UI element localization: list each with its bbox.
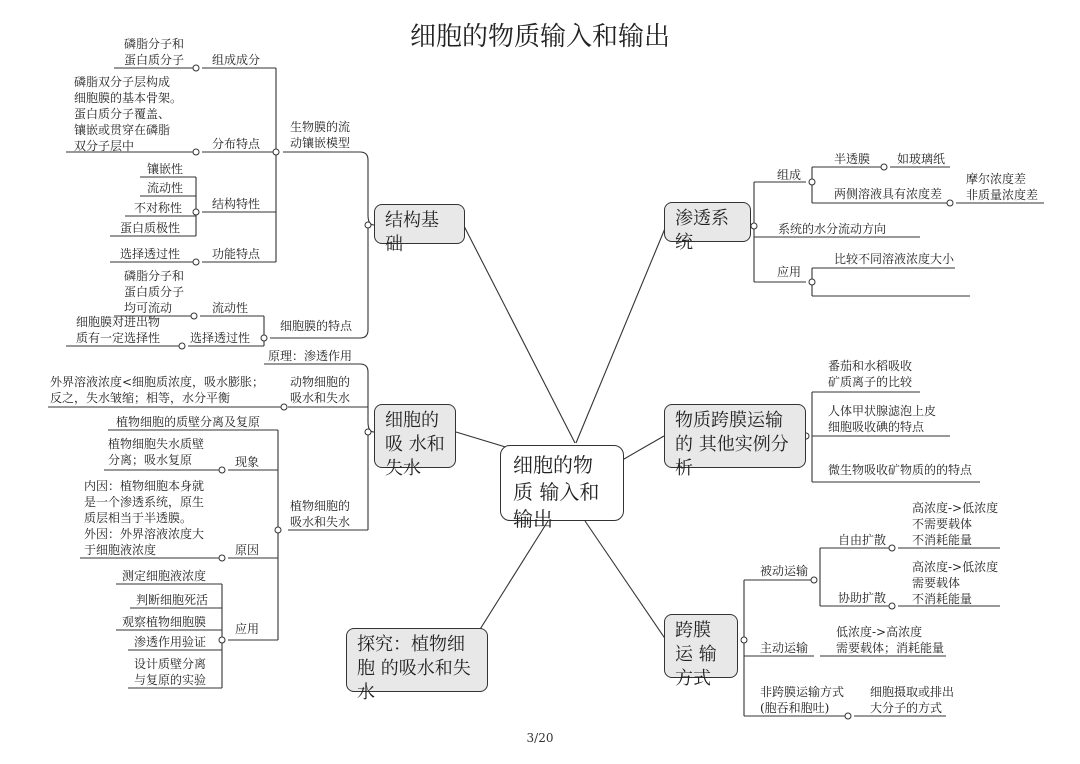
- membrane-feature-label[interactable]: 细胞膜的特点: [280, 319, 353, 333]
- fluidity-item: 磷脂分子和 蛋白质分子 均可流动: [124, 269, 185, 315]
- semi-permeable-membrane[interactable]: 半透膜: [834, 152, 871, 166]
- osmosis-composition-label[interactable]: 组成: [777, 168, 802, 182]
- passive-transport-label[interactable]: 被动运输: [760, 564, 809, 578]
- topic-transport-methods[interactable]: 跨膜运 输方式: [664, 614, 738, 678]
- application-item: 观察植物细胞膜: [122, 615, 207, 629]
- topic-explore-experiment[interactable]: 探究：植物细胞 的吸水和失水: [346, 628, 488, 692]
- example-item: 微生物吸收矿物质的的特点: [828, 463, 973, 477]
- topic-water-absorption[interactable]: 细胞的吸 水和失水: [374, 404, 456, 468]
- glass-paper-example: 如玻璃纸: [897, 152, 946, 166]
- topic-osmosis-system[interactable]: 渗透系统: [664, 202, 751, 242]
- active-transport-items: 低浓度->高浓度 需要载体；消耗能量: [836, 625, 945, 655]
- animal-cell-item: 外界溶液浓度<细胞质浓度，吸水膨胀； 反之，失水皱缩；相等，水分平衡: [50, 375, 265, 405]
- principle-label[interactable]: 原理：渗透作用: [268, 349, 353, 363]
- facilitated-diffusion-items: 高浓度->低浓度 需要载体 不消耗能量: [912, 560, 999, 606]
- plasmolysis-label[interactable]: 植物细胞的质壁分离及复原: [116, 415, 261, 429]
- application-item: 设计质壁分离 与复原的实验: [134, 657, 207, 687]
- structure-item: 镶嵌性: [147, 162, 184, 176]
- fluid-mosaic-model[interactable]: 生物膜的流 动镶嵌模型: [290, 120, 351, 150]
- composition-label[interactable]: 组成成分: [212, 53, 261, 67]
- animal-cell-label[interactable]: 动物细胞的 吸水和失水: [290, 375, 351, 405]
- active-transport-label[interactable]: 主动运输: [760, 641, 809, 655]
- page-title: 细胞的物质输入和输出: [409, 22, 670, 52]
- application-item: 判断细胞死活: [136, 593, 209, 607]
- water-flow-direction[interactable]: 系统的水分流动方向: [778, 222, 887, 236]
- selectivity-label[interactable]: 选择透过性: [190, 331, 251, 345]
- cause-label[interactable]: 原因: [235, 543, 260, 557]
- application-item: 测定细胞液浓度: [122, 569, 207, 583]
- central-topic[interactable]: 细胞的物质 输入和输出: [500, 445, 624, 521]
- plant-cell-label[interactable]: 植物细胞的 吸水和失水: [290, 499, 351, 529]
- example-item: 番茄和水稻吸收 矿质离子的比较: [828, 359, 913, 389]
- osmosis-application-label[interactable]: 应用: [777, 265, 802, 279]
- composition-items: 磷脂分子和 蛋白质分子: [124, 37, 185, 67]
- structure-item: 不对称性: [134, 201, 183, 215]
- facilitated-diffusion-label[interactable]: 协助扩散: [838, 591, 887, 605]
- structure-item: 蛋白质极性: [120, 221, 181, 235]
- page-number: 3/20: [526, 731, 554, 745]
- non-membrane-transport-label[interactable]: 非跨膜运输方式 (胞吞和胞吐): [760, 685, 845, 715]
- non-membrane-transport-item: 细胞摄取或排出 大分子的方式: [870, 685, 955, 715]
- concentration-difference-items: 摩尔浓度差 非质量浓度差: [966, 172, 1039, 202]
- topic-other-examples[interactable]: 物质跨膜运输的 其他实例分析: [664, 404, 806, 468]
- function-item: 选择透过性: [120, 247, 181, 261]
- application-item: 渗透作用验证: [134, 635, 207, 649]
- compare-concentration: 比较不同溶液浓度大小: [834, 252, 955, 266]
- application-label[interactable]: 应用: [235, 622, 260, 636]
- example-item: 人体甲状腺滤泡上皮 细胞吸收碘的特点: [828, 404, 937, 434]
- phenomenon-label[interactable]: 现象: [235, 455, 260, 469]
- concentration-difference[interactable]: 两侧溶液具有浓度差: [834, 187, 943, 201]
- cause-item: 内因：植物细胞本身就 是一个渗透系统，原生 质层相当于半透膜。 外因：外界溶液浓度大 于细胞液浓度: [84, 479, 205, 557]
- free-diffusion-label[interactable]: 自由扩散: [838, 533, 887, 547]
- phenomenon-item: 植物细胞失水质壁 分离；吸水复原: [108, 437, 205, 467]
- structure-item: 流动性: [147, 181, 184, 195]
- free-diffusion-items: 高浓度->低浓度 不需要载体 不消耗能量: [912, 501, 999, 547]
- fluidity-label[interactable]: 流动性: [212, 301, 249, 315]
- function-feature-label[interactable]: 功能特点: [212, 247, 261, 261]
- distribution-items: 磷脂双分子层构成 细胞膜的基本骨架。 蛋白质分子覆盖、 镶嵌或贯穿在磷脂 双分子层中: [74, 75, 183, 153]
- topic-structure-basis[interactable]: 结构基础: [374, 204, 465, 244]
- structure-feature-label[interactable]: 结构特性: [212, 197, 261, 211]
- distribution-label[interactable]: 分布特点: [212, 137, 261, 151]
- selectivity-item: 细胞膜对进出物 质有一定选择性: [76, 315, 161, 345]
